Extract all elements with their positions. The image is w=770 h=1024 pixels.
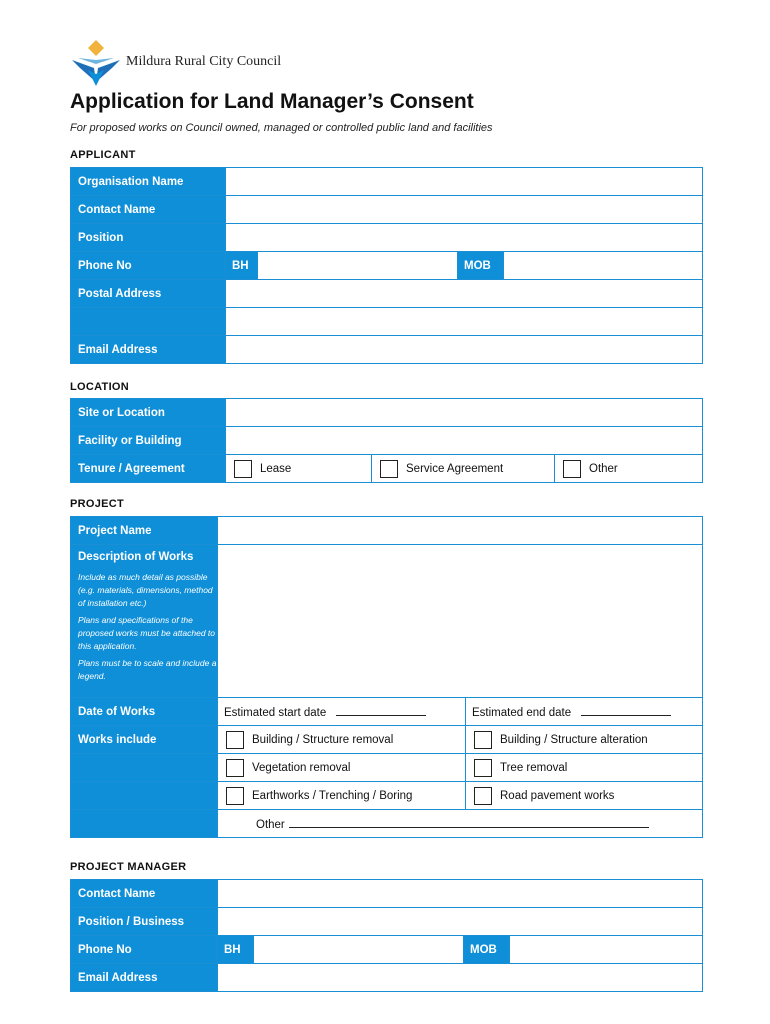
postal-address-label-blank (71, 308, 226, 336)
works-option-cell (466, 726, 703, 754)
phone-no-label: Phone No (71, 252, 226, 280)
tree-removal-label: Tree removal (500, 761, 568, 774)
lease-label: Lease (260, 462, 292, 475)
bh-label: BH (226, 252, 258, 280)
pm-contact-name-field[interactable] (218, 880, 703, 908)
bh-phone-field[interactable] (258, 252, 458, 280)
earthworks-label: Earthworks / Trenching / Boring (252, 789, 413, 802)
road-pavement-label: Road pavement works (500, 789, 615, 802)
table-row (71, 754, 703, 782)
note-scale: Plans must be to scale and include a legend. (78, 658, 217, 681)
tree-removal-checkbox[interactable] (474, 759, 492, 777)
pm-position-business-label: Position / Business (71, 908, 218, 936)
contact-name-field[interactable] (226, 196, 703, 224)
location-table (70, 398, 703, 483)
table-row (71, 782, 703, 810)
project-name-label: Project Name (71, 517, 218, 545)
page-subtitle: For proposed works on Council owned, managed or controlled public land and facilities (70, 122, 493, 134)
works-option-cell (218, 726, 466, 754)
end-date-input[interactable] (581, 705, 671, 716)
table-row (71, 455, 703, 483)
table-row (71, 399, 703, 427)
table-row (71, 964, 703, 992)
pm-position-business-field[interactable] (218, 908, 703, 936)
table-row (71, 810, 703, 838)
table-row (71, 517, 703, 545)
table-row (71, 726, 703, 754)
mob-phone-field[interactable] (504, 252, 703, 280)
position-label: Position (71, 224, 226, 252)
mob-label: MOB (458, 252, 504, 280)
table-row (71, 308, 703, 336)
section-heading-project: PROJECT (70, 498, 125, 510)
section-heading-project-manager: PROJECT MANAGER (70, 861, 187, 873)
table-row (71, 545, 703, 698)
other-works-cell (218, 810, 703, 838)
page-title: Application for Land Manager’s Consent (70, 90, 474, 113)
pm-mob-label: MOB (464, 936, 510, 964)
organisation-name-field[interactable] (226, 168, 703, 196)
description-heading: Description of Works (78, 551, 194, 563)
contact-name-label: Contact Name (71, 196, 226, 224)
tenure-option-lease (226, 455, 372, 483)
council-name: Mildura Rural City Council (126, 54, 282, 69)
table-row (71, 936, 703, 964)
table-row (71, 427, 703, 455)
other-works-label: Other (256, 818, 285, 831)
end-date-label: Estimated end date (472, 706, 572, 719)
postal-address-field-1[interactable] (226, 280, 703, 308)
vegetation-removal-label: Vegetation removal (252, 761, 351, 774)
pm-mob-phone-field[interactable] (510, 936, 703, 964)
service-agreement-checkbox[interactable] (380, 460, 398, 478)
works-include-label: Works include (71, 726, 218, 754)
vegetation-removal-checkbox[interactable] (226, 759, 244, 777)
site-location-field[interactable] (226, 399, 703, 427)
works-include-label-blank (71, 810, 218, 838)
section-heading-applicant: APPLICANT (70, 149, 136, 161)
facility-building-field[interactable] (226, 427, 703, 455)
works-option-cell (218, 754, 466, 782)
project-manager-table (70, 879, 703, 992)
earthworks-checkbox[interactable] (226, 787, 244, 805)
section-heading-location: LOCATION (70, 381, 130, 393)
works-include-label-blank (71, 782, 218, 810)
project-name-field[interactable] (218, 517, 703, 545)
tenure-agreement-label: Tenure / Agreement (71, 455, 226, 483)
works-option-cell (466, 782, 703, 810)
note-plans: Plans and specifications of the proposed works must be attached to this application. (78, 615, 216, 651)
building-removal-checkbox[interactable] (226, 731, 244, 749)
table-row (71, 252, 703, 280)
site-location-label: Site or Location (71, 399, 226, 427)
pm-bh-phone-field[interactable] (254, 936, 464, 964)
pm-email-address-field[interactable] (218, 964, 703, 992)
email-address-field[interactable] (226, 336, 703, 364)
other-works-input[interactable] (289, 817, 649, 828)
lease-checkbox[interactable] (234, 460, 252, 478)
road-pavement-checkbox[interactable] (474, 787, 492, 805)
organisation-name-label: Organisation Name (71, 168, 226, 196)
end-date-cell (466, 698, 703, 726)
table-row (71, 880, 703, 908)
other-tenure-label: Other (589, 462, 618, 475)
table-row (71, 196, 703, 224)
tenure-option-other (555, 455, 703, 483)
other-tenure-checkbox[interactable] (563, 460, 581, 478)
table-row (71, 908, 703, 936)
project-table (70, 516, 703, 838)
service-agreement-label: Service Agreement (406, 462, 504, 475)
start-date-label: Estimated start date (224, 706, 327, 719)
applicant-table (70, 167, 703, 364)
position-field[interactable] (226, 224, 703, 252)
description-of-works-field[interactable] (218, 545, 703, 698)
start-date-cell (218, 698, 466, 726)
council-emblem-icon (70, 38, 124, 88)
pm-bh-label: BH (218, 936, 254, 964)
table-row (71, 224, 703, 252)
building-removal-label: Building / Structure removal (252, 733, 394, 746)
works-include-label-blank (71, 754, 218, 782)
postal-address-field-2[interactable] (226, 308, 703, 336)
table-row (71, 168, 703, 196)
council-logo (70, 38, 330, 88)
table-row (71, 698, 703, 726)
email-address-label: Email Address (71, 336, 226, 364)
tenure-option-service (372, 455, 555, 483)
works-option-cell (218, 782, 466, 810)
note-detail: Include as much detail as possible (e.g. materials, dimensions, method of installation etc.) (78, 572, 213, 608)
table-row (71, 336, 703, 364)
table-row (71, 280, 703, 308)
date-of-works-label: Date of Works (71, 698, 218, 726)
facility-building-label: Facility or Building (71, 427, 226, 455)
pm-phone-no-label: Phone No (71, 936, 218, 964)
works-option-cell (466, 754, 703, 782)
postal-address-label: Postal Address (71, 280, 226, 308)
description-notes (78, 571, 217, 683)
building-alteration-label: Building / Structure alteration (500, 733, 648, 746)
pm-contact-name-label: Contact Name (71, 880, 218, 908)
description-of-works-label (71, 545, 218, 698)
pm-email-address-label: Email Address (71, 964, 218, 992)
start-date-input[interactable] (336, 705, 426, 716)
building-alteration-checkbox[interactable] (474, 731, 492, 749)
